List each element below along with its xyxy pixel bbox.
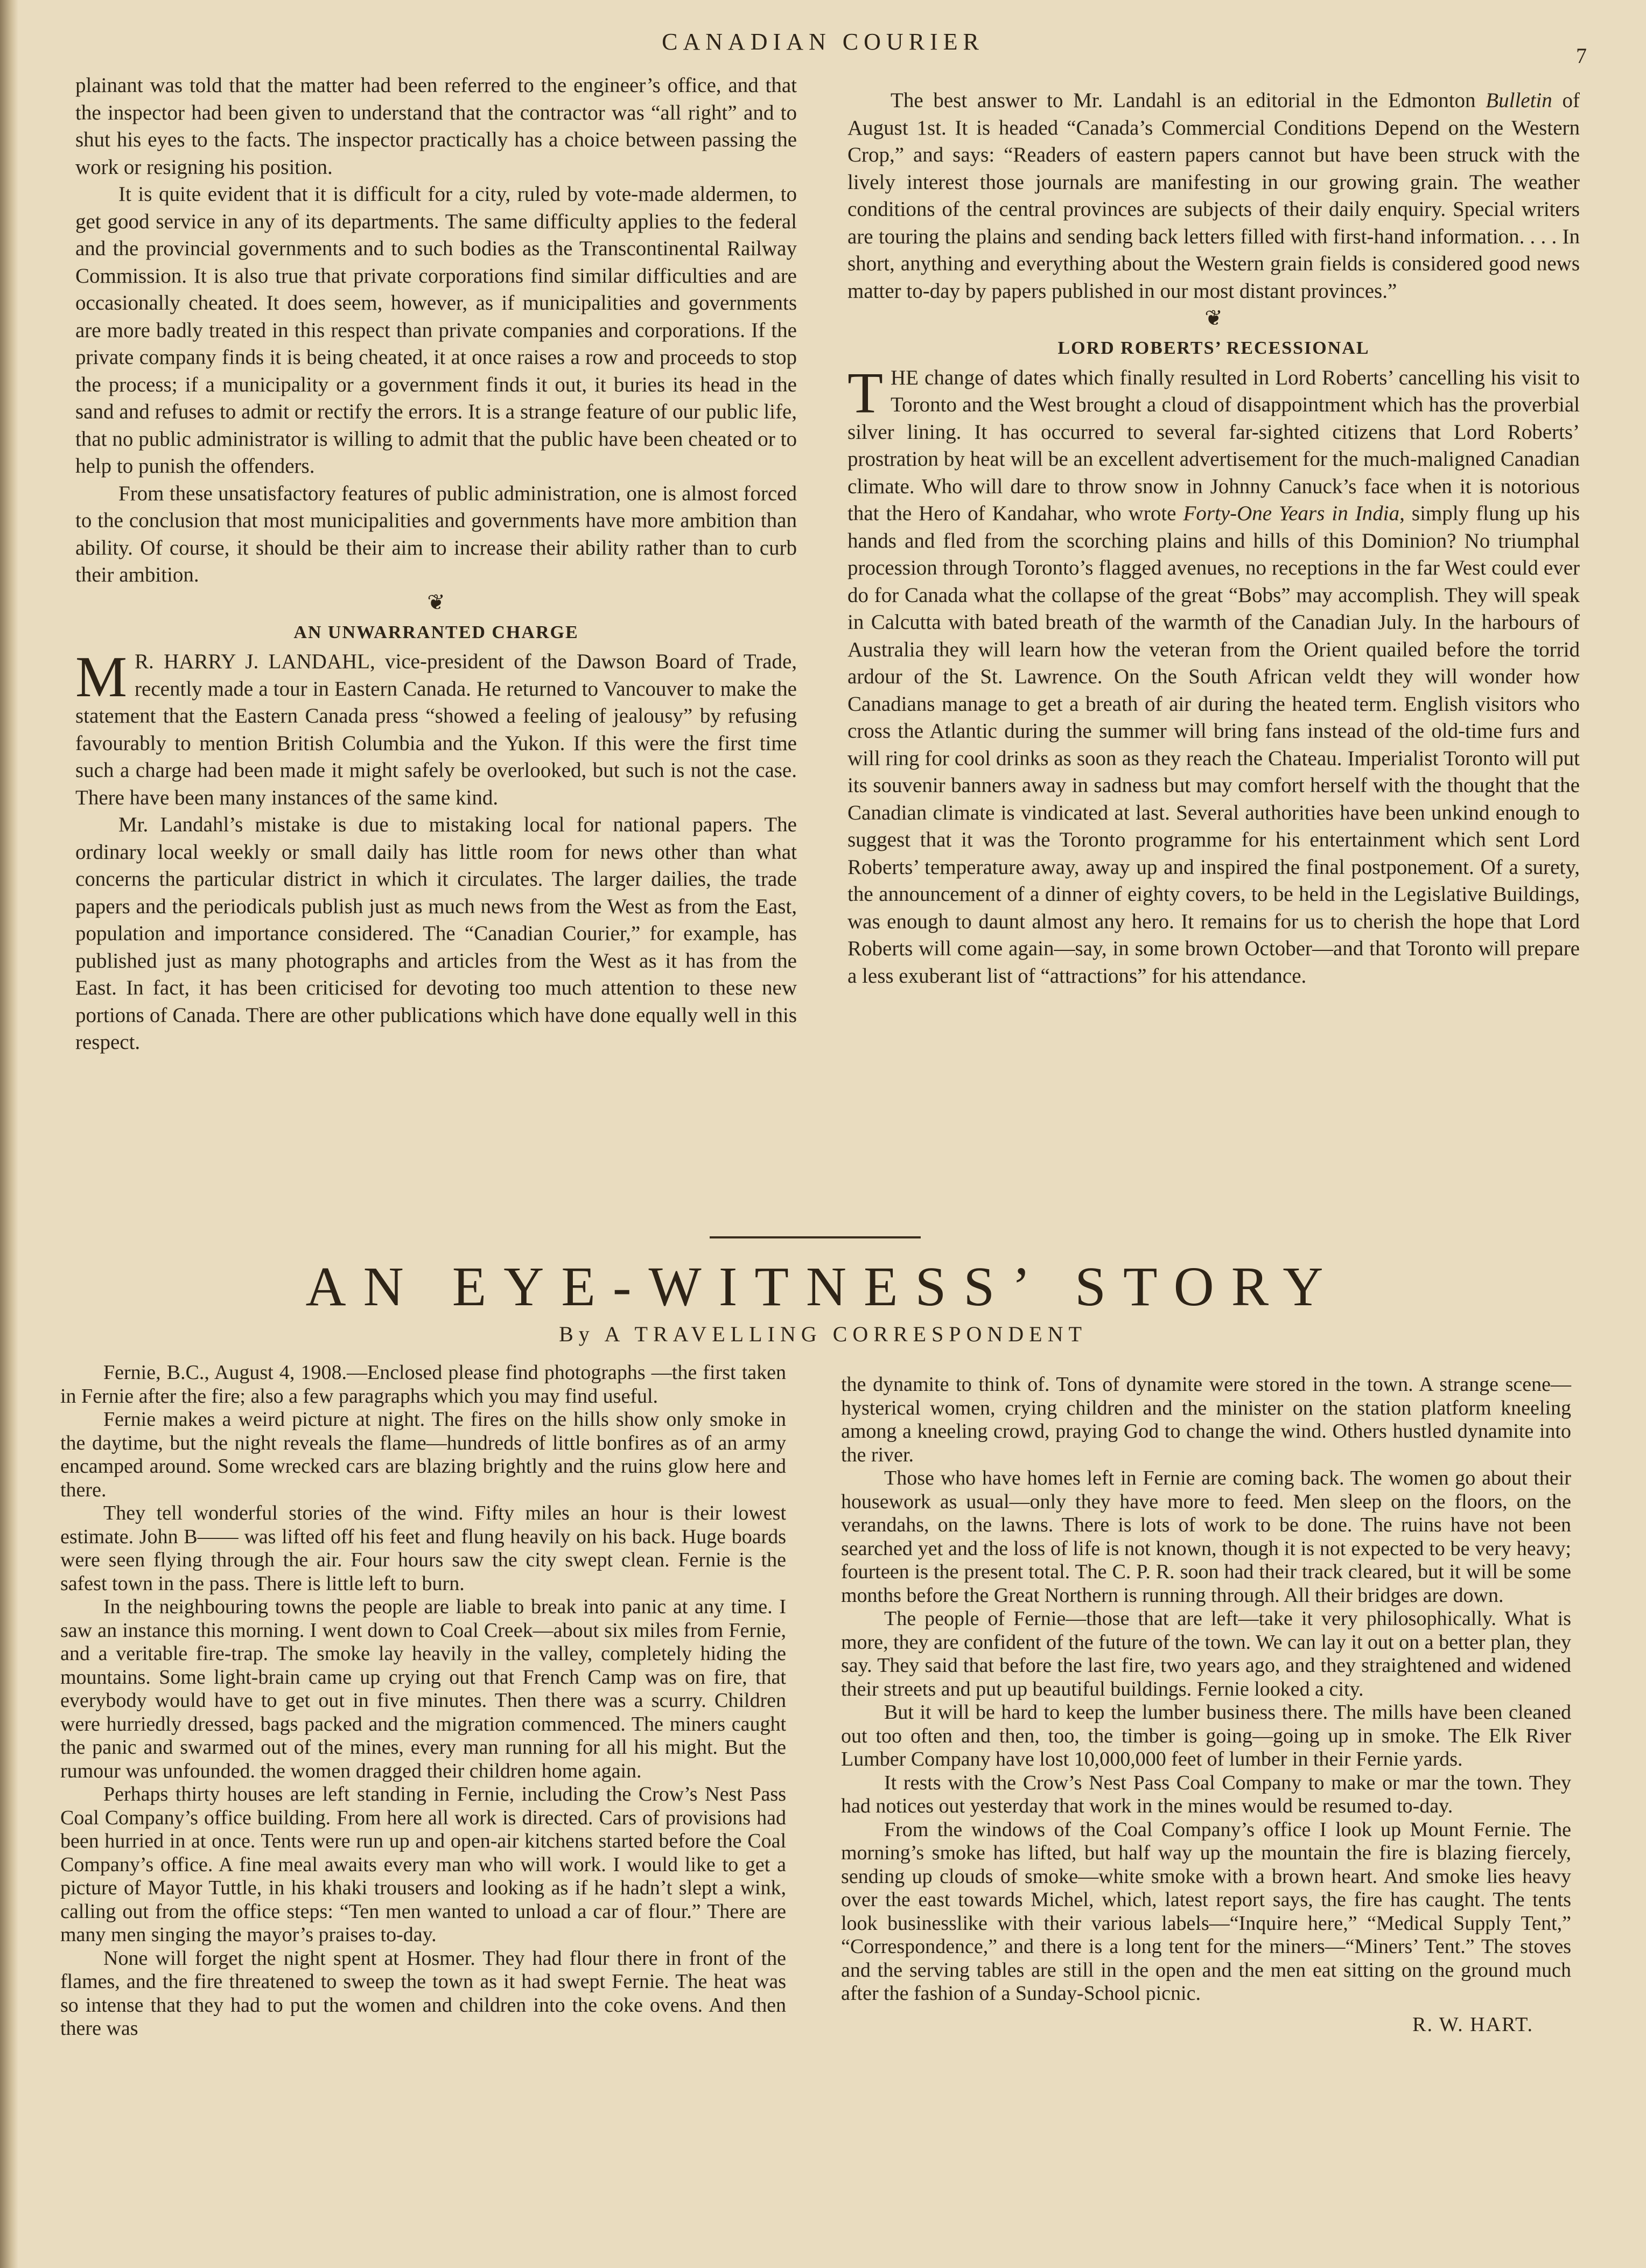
story-right-column (841, 1373, 1571, 2036)
story-byline: By A TRAVELLING CORRESPONDENT (559, 1322, 1087, 1346)
paragraph (847, 361, 1580, 990)
paragraph: Fernie makes a weird picture at night. The fires on the hills show only smoke in the daytime, but the night reveals the flame—hundreds of little bonfires as of an army encamped around. Some wrecked cars are blazing brightly and the ruins glow here and there. (60, 1408, 786, 1501)
paragraph: In the neighbouring towns the people are liable to break into panic at any time. I saw an instance this morning. I went down to Coal Creek—about six miles from Fernie, and a veritable fire-trap. The smoke lay heavily in the valley, completely hiding the mountains. Some light-brain came up crying out that French Camp was on fire, that everybody would have to get out in five minutes. Then there was a scurry. Children were hurriedly dressed, bags packed and the migration commenced. The miners caught the panic and swarmed out of the mines, every man running for all his might. But the rumour was unfounded. the women dragged their children home again. (60, 1595, 786, 1782)
paragraph-text: HE change of dates which finally resulted in Lord Roberts’ cancelling his visit to Toronto and the West brought a cloud of disappointment which has the proverbial silver lining. It has occurred to several far-sighted citizens that Lord Roberts’ prostration by heat will be an excellent advertisement for the much-maligned Canadian climate. Who will dare to throw snow in Johnny Canuck’s face when it is notorious that the Hero of Kandahar, who wrote (847, 366, 1580, 525)
fleuron-ornament: ❦ (427, 590, 445, 614)
paragraph-text: The best answer to Mr. Landahl is an editorial in the Edmonton (891, 89, 1476, 112)
story-title: AN EYE-WITNESS’ STORY (305, 1256, 1341, 1318)
author-signature: R. W. HART. (1412, 2013, 1533, 2036)
italic-title: Forty-One Years in India, (1183, 502, 1405, 525)
story-left-column (60, 1361, 786, 2041)
article-heading: LORD ROBERTS’ RECESSIONAL (1057, 338, 1370, 358)
page-spine-shadow (0, 0, 18, 2268)
article-heading: AN UNWARRANTED CHARGE (293, 622, 579, 642)
paragraph: Mr. Landahl’s mistake is due to mistaking local for national papers. The ordinary local weekly or small daily has little room for news other than what concerns the particular district in which it circulates. The larger dailies, the trade papers and the periodicals publish just as much news from the West as from the East, population and importance considered. The “Canadian Courier,” for example, has published just as many photographs and articles from the West as it has from the East. In fact, it has been criticised for devoting too much attention to these new portions of Canada. There are other publications which have done equally well in this respect. (75, 813, 797, 1054)
paragraph-text: of August 1st. It is headed “Canada’s Commercial Conditions Depend on the Western Crop,” and says: “Readers of eastern papers cannot but have been struck with the lively interest those journals are manifesting in our growing grain. The weather conditions of the central provinces are subjects of their daily enquiry. Special writers are touring the plains and sending back letters filled with first-hand information. . . . In short, anything and everything about the Western grain fields is considered good news matter to-day by papers published in our most distant provinces.” (847, 89, 1580, 303)
page-number: 7 (1576, 44, 1587, 68)
paragraph: None will forget the night spent at Hosmer. They had flour there in front of the flames, and the fire threatened to sweep the town as it had swept Fernie. The heat was so intense that they had to put the women and children into the coke ovens. And then there was (60, 1947, 786, 2040)
editorial-left-column (75, 72, 797, 1056)
paragraph: But it will be hard to keep the lumber business there. The mills have been cleaned out too often and then, too, the timber is going—going up in smoke. The Elk River Lumber Company have lost 10,000,000 feet of lumber in their Fernie yards. (841, 1701, 1571, 1770)
paragraph: From the windows of the Coal Company’s office I look up Mount Fernie. The morning’s smoke has lifted, but half way up the mountain the fire is blazing fiercely, sending up clouds of smoke—white smoke with a brown heart. And smoke lies heavy over the east towards Michel, which, latest report says, the fire has caught. The tents look businesslike with their various labels—“Inquire here,” “Medical Supply Tent,” “Correspondence,” and there is a long tent for the miners—“Miners’ Tent.” The stoves and the serving tables are still in the open and the men eat sitting on the ground much after the fashion of a Sunday-School picnic. (841, 1818, 1571, 2005)
drop-cap: T (847, 361, 883, 425)
running-header: CANADIAN COURIER (662, 29, 984, 55)
paragraph: It rests with the Crow’s Nest Pass Coal Company to make or mar the town. They had notices out yesterday that work in the mines would be resumed to-day. (841, 1771, 1571, 1817)
paragraph: It is quite evident that it is difficult for a city, ruled by vote-made aldermen, to get good service in any of its departments. The same difficulty applies to the federal and the provincial governments and to such bodies as the Transcontinental Railway Commission. It is also true that private corporations find similar difficulties and are occasionally cheated. It does seem, however, as if municipalities and governments are more badly treated in this respect than private companies and corporations. If the private company finds it is being cheated, it at once raises a row and proceeds to stop the process; if a municipality or a government finds it out, it buries its head in the sand and refuses to admit or rectify the errors. It is a strange feature of our public life, that no public administrator is willing to admit that the public have been cheated or to help to punish the offenders. (75, 183, 797, 478)
paragraph: Fernie, B.C., August 4, 1908.—Enclosed please find photographs —the first taken in Fernie after the fire; also a few paragraphs which you may find useful. (60, 1361, 786, 1408)
paragraph-text: simply flung up his hands and fled from the scorching plains and hills of this Dominion? No triumphal procession through Toronto’s flagged avenues, no receptions in the far West could ever do for Canada what the collapse of the great “Bobs” may accomplish. They will speak in Calcutta with bated breath of the warmth of the Canadian July. In the harbours of Australia they will learn how the veteran from the Orient quailed before the torrid ardour of the St. Lawrence. On the South African veldt they will wonder how Canadians manage to get a breath of air during the heated term. English visitors who cross the Atlantic during the summer will bring fans instead of the old-time furs and will ring for cool drinks as soon as they reach the Chateau. Imperialist Toronto will put its souvenir banners away in sadness but may comfort herself with the thought that the Canadian climate is vindicated at last. Several authorities have been unkind enough to suggest that it was the Toronto programme for his entertainment which sent Lord Roberts’ temperature away, away up and inspired the final postponement. Of a surety, the announcement of a dinner of eighty covers, to be held in the Legislative Buildings, was enough to daunt almost any hero. It remains for us to cherish the hope that Lord Roberts will come again—say, in some brown October—and that Toronto will prepare a less exuberant list of “attractions” for his attendance. (847, 502, 1580, 988)
drop-cap: M (75, 645, 128, 709)
editorial-right-column (847, 87, 1580, 990)
fleuron-ornament: ❦ (1204, 306, 1223, 330)
section-divider (710, 1236, 921, 1238)
paragraph (847, 87, 1580, 305)
paragraph: Those who have homes left in Fernie are coming back. The women go about their housework as usual—only they have more to feed. Men sleep on the floors, on the verandahs, on the lawns. There is lots of work to be done. The ruins have not been searched yet and the loss of life is not known, though it is not expected to be very heavy; fourteen is the present total. The C. P. R. soon had their track cleared, but it will be some months before the Great Northern is running through. All their bridges are down. (841, 1467, 1571, 1607)
paragraph: The people of Fernie—those that are left—take it very philosophically. What is more, they are confident of the future of the town. We can lay it out on a better plan, they say. They said that before the last fire, two years ago, and they straightened and widened their streets and put up beautiful buildings. Fernie looked a city. (841, 1607, 1571, 1700)
italic-title: Bulletin (1486, 89, 1552, 112)
paragraph: From these unsatisfactory features of public administration, one is almost forced to the conclusion that most municipalities and governments have more ambition than ability. Of course, it should be their aim to increase their ability rather than to curb their ambition. (75, 481, 797, 586)
paragraph (75, 645, 797, 811)
paragraph: Perhaps thirty houses are left standing in Fernie, including the Crow’s Nest Pass Coal Company’s office building. From here all work is directed. Cars of provisions had been hurried in at once. Tents were run up and open-air kitchens started before the Coal Company’s office. A fine meal awaits every man who will work. I would like to get a picture of Mayor Tuttle, in his khaki trousers and looking as if he hadn’t slept a wink, calling out from the office steps: “Ten men wanted to unload a car of flour.” There are many men singing the mayor’s praises to-day. (60, 1783, 786, 1946)
paragraph: They tell wonderful stories of the wind. Fifty miles an hour is their lowest estimate. John B—— was lifted off his feet and flung heavily on his back. Huge boards were seen flying through the air. Four hours saw the city swept clean. Fernie is the safest town in the pass. There is little left to burn. (60, 1502, 786, 1595)
paragraph-text: R. HARRY J. LANDAHL, vice-president of the Dawson Board of Trade, recently made a tour in Eastern Canada. He returned to Vancouver to make the statement that the Eastern Canada press “showed a feeling of jealousy” by refusing favourably to mention British Columbia and the Yukon. If this were the first time such a charge had been made it might safely be overlooked, but such is not the case. There have been many instances of the same kind. (75, 650, 797, 809)
paragraph: plainant was told that the matter had been referred to the engineer’s office, and that the inspector had been given to understand that the contractor was “all right” and to shut his eyes to the facts. The inspector practically has a choice between passing the work or resigning his position. (75, 74, 797, 179)
paragraph: the dynamite to think of. Tons of dynamite were stored in the town. A strange scene—hysterical women, crying children and the minister on the station platform kneeling among a kneeling crowd, praying God to change the wind. Others hustled dynamite into the river. (841, 1373, 1571, 1466)
